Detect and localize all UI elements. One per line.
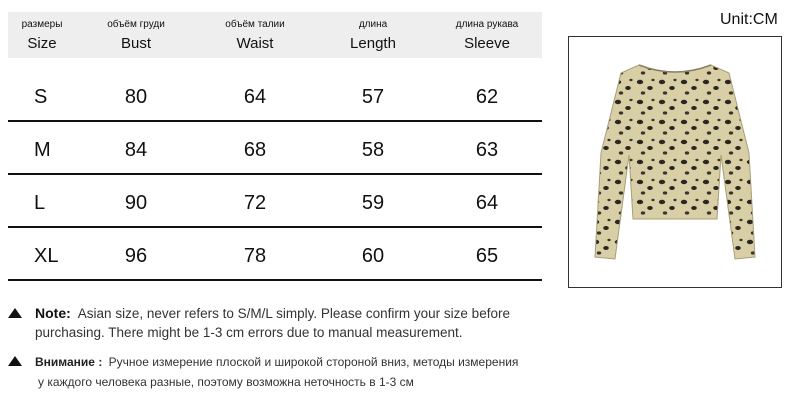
- header-bust-ru: объём груди: [107, 18, 165, 30]
- header-size-en: Size: [27, 34, 57, 52]
- table-body: [8, 69, 542, 281]
- cell-waist: 78: [243, 245, 267, 267]
- table-row: [8, 228, 542, 281]
- unit-label: Unit:CM: [720, 11, 778, 28]
- cell-size: M: [34, 139, 51, 161]
- cell-length: 58: [361, 139, 385, 161]
- cell-length: 60: [361, 245, 385, 267]
- note-ru-text-line1: Ручное измерение плоской и широкой стороной вниз, методы измерения: [108, 355, 519, 369]
- header-bust: [76, 12, 196, 58]
- cell-length: 57: [361, 86, 385, 108]
- header-length: [314, 12, 432, 58]
- header-length-ru: длина: [358, 18, 388, 30]
- size-chart-table: [8, 12, 542, 281]
- leopard-top-image: [569, 37, 781, 287]
- cell-size: L: [34, 192, 46, 214]
- cell-bust: 90: [124, 192, 148, 214]
- cell-size: XL: [34, 245, 59, 267]
- triangle-icon: [8, 308, 22, 318]
- note-english: [8, 304, 548, 342]
- cell-waist: 64: [243, 86, 267, 108]
- triangle-icon: [8, 356, 22, 366]
- header-size: [8, 12, 76, 58]
- cell-waist: 72: [243, 192, 267, 214]
- cell-bust: 84: [124, 139, 148, 161]
- header-sleeve-ru: длина рукава: [455, 18, 519, 30]
- note-russian: [8, 352, 553, 392]
- cell-length: 59: [361, 192, 385, 214]
- shirt-body-shape: [595, 65, 755, 259]
- note-ru-heading: Внимание :: [35, 355, 103, 369]
- table-row: [8, 69, 542, 122]
- table-row: [8, 175, 542, 228]
- header-waist-en: Waist: [236, 34, 274, 52]
- note-ru-text-line2: у каждого человека разные, поэтому возможна неточность в 1-3 см: [38, 375, 414, 389]
- table-header: [8, 12, 542, 58]
- cell-sleeve: 62: [475, 86, 499, 108]
- cell-sleeve: 63: [475, 139, 499, 161]
- table-row: [8, 122, 542, 175]
- cell-bust: 80: [124, 86, 148, 108]
- note-text: Asian size, never refers to S/M/L simply. Please confirm your size before purchasing. There might be 1-3 cm errors due to manual measurement.: [35, 306, 510, 340]
- header-length-en: Length: [350, 34, 396, 52]
- header-waist: [196, 12, 314, 58]
- cell-size: S: [34, 86, 48, 108]
- cell-bust: 96: [124, 245, 148, 267]
- header-size-ru: размеры: [21, 18, 63, 30]
- product-image-frame: [568, 36, 782, 288]
- cell-sleeve: 65: [475, 245, 499, 267]
- header-sleeve: [432, 12, 542, 58]
- cell-waist: 68: [243, 139, 267, 161]
- header-bust-en: Bust: [120, 34, 151, 52]
- header-waist-ru: объём талии: [225, 18, 285, 30]
- cell-sleeve: 64: [475, 192, 499, 214]
- note-heading: Note:: [35, 305, 71, 321]
- header-sleeve-en: Sleeve: [464, 34, 510, 52]
